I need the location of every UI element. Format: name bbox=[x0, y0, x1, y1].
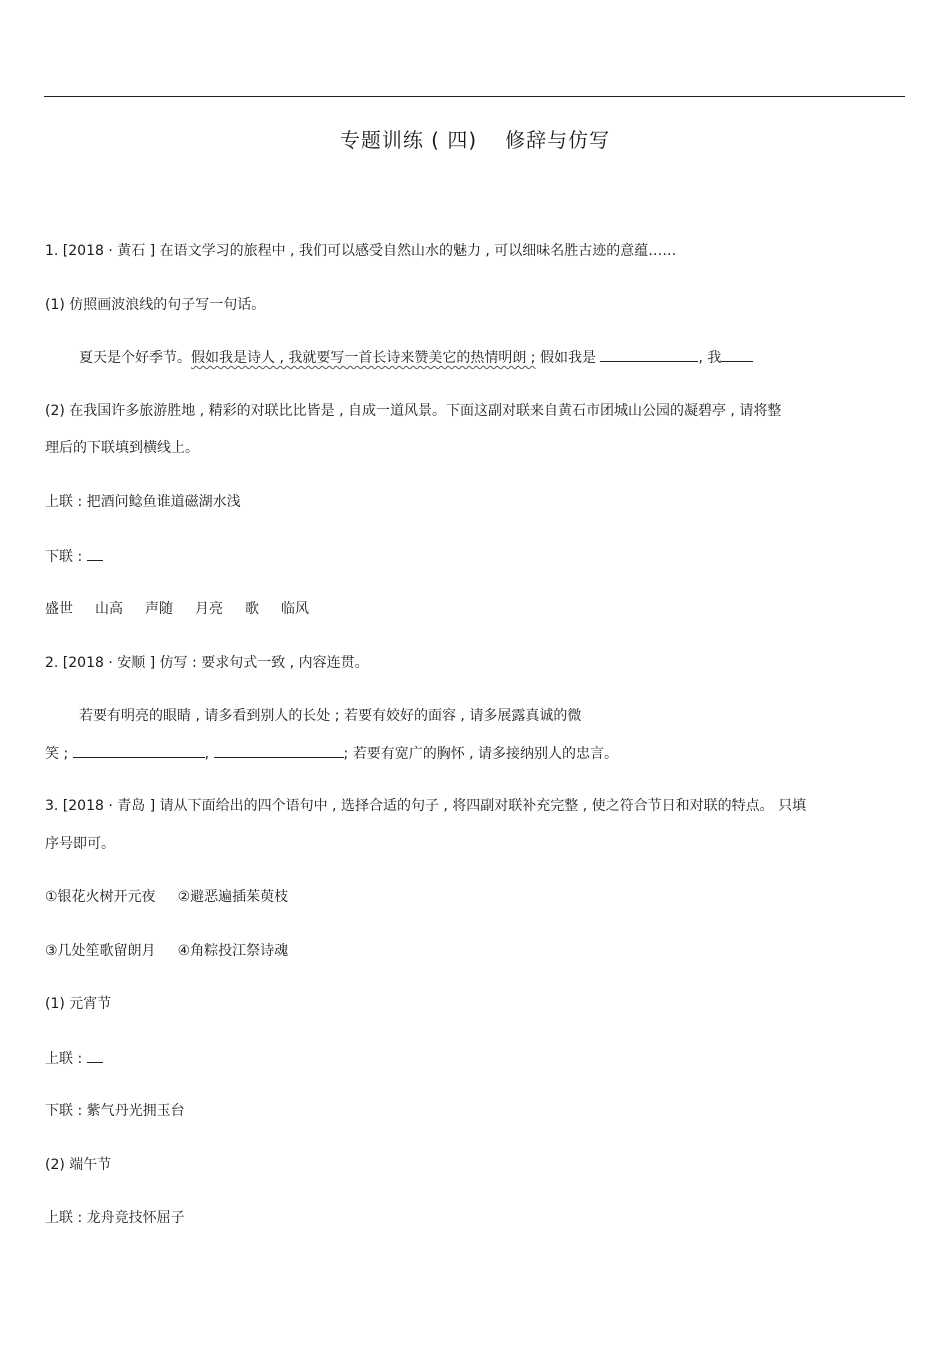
q2-blank-2[interactable] bbox=[214, 743, 344, 758]
q2-line1: 若要有明亮的眼睛 , 请多看到别人的长处 ; 若要有姣好的面容 , 请多展露真诚的微 bbox=[79, 708, 582, 724]
q1-part1-after: 假如我是 bbox=[535, 350, 596, 366]
q1-part1-prompt: (1) 仿照画波浪线的句子写一句话。 bbox=[45, 297, 266, 313]
q1-wavy-sentence: 假如我是诗人 , 我就要写一首长诗来赞美它的热情明朗 ; bbox=[191, 350, 536, 366]
q3-sub2-upper: 上联 : 龙舟竞技怀屈子 bbox=[45, 1210, 185, 1226]
q3-stem-line2: 序号即可。 bbox=[45, 836, 115, 852]
q1-blank-2[interactable] bbox=[721, 347, 753, 362]
q3-sub1-blank[interactable] bbox=[87, 1048, 103, 1063]
q1-part1-prefix: 夏天是个好季节。 bbox=[79, 350, 191, 366]
q2-line2-start: 笑 ; bbox=[45, 746, 69, 762]
q3-stem-line1: 3. [2018 · 青岛 ] 请从下面给出的四个语句中 , 选择合适的句子 , 将四副对联补充完整 , 使之符合节日和对联的特点。 只填 bbox=[45, 798, 807, 814]
q3-option: ②避恶遍插茱萸枝 bbox=[177, 889, 289, 905]
q1-word: 声随 bbox=[145, 601, 173, 617]
q1-part2-line1: (2) 在我国许多旅游胜地 , 精彩的对联比比皆是 , 自成一道风景。下面这副对联来自黄石市团城山公园的凝碧亭 , 请将整 bbox=[45, 403, 782, 419]
q3-sub1-lower: 下联 : 紫气丹光拥玉台 bbox=[45, 1103, 185, 1119]
q3-options-row1 bbox=[45, 887, 310, 907]
q3-option: ③几处笙歌留朗月 bbox=[45, 943, 156, 959]
q1-upper-couplet: 上联 : 把酒问鲶鱼谁道磁湖水浅 bbox=[45, 494, 241, 510]
q3-option: ④角粽投江祭诗魂 bbox=[177, 943, 289, 959]
q1-lower-couplet bbox=[45, 546, 103, 567]
q2-line2-comma: , bbox=[204, 746, 210, 762]
q2-blank-1[interactable] bbox=[73, 743, 205, 758]
q2-line2-end: ; 若要有宽广的胸怀 , 请多接纳别人的忠言。 bbox=[343, 746, 619, 762]
title-sub: 修辞与仿写 bbox=[505, 128, 611, 152]
q1-part1-sentence bbox=[79, 347, 753, 368]
q2-line2 bbox=[45, 743, 618, 764]
q1-part1-comma: , 我 bbox=[698, 350, 722, 366]
q1-part2-line2: 理后的下联填到横线上。 bbox=[45, 440, 199, 456]
q1-word: 盛世 bbox=[45, 601, 73, 617]
q1-lower-blank[interactable] bbox=[87, 546, 103, 561]
q3-option: ①银花火树开元夜 bbox=[45, 889, 156, 905]
q1-lower-label: 下联 : bbox=[45, 549, 83, 565]
q3-sub1-upper-label: 上联 : bbox=[45, 1051, 83, 1067]
title-main: 专题训练 ( 四) bbox=[339, 128, 478, 152]
header-rule bbox=[44, 96, 905, 97]
q3-sub2-title: (2) 端午节 bbox=[45, 1157, 112, 1173]
q1-word: 月亮 bbox=[195, 601, 223, 617]
q3-sub1-upper bbox=[45, 1048, 103, 1069]
q1-word: 歌 bbox=[245, 601, 259, 617]
q1-blank-1[interactable] bbox=[600, 347, 698, 362]
q2-stem: 2. [2018 · 安顺 ] 仿写 : 要求句式一致 , 内容连贯。 bbox=[45, 655, 369, 671]
q3-options-row2 bbox=[45, 941, 310, 961]
page-title bbox=[0, 124, 950, 153]
q3-sub1-title: (1) 元宵节 bbox=[45, 996, 112, 1012]
q1-word: 山高 bbox=[95, 601, 123, 617]
q1-word: 临风 bbox=[281, 601, 309, 617]
q1-word-list bbox=[45, 599, 331, 619]
q1-stem: 1. [2018 · 黄石 ] 在语文学习的旅程中 , 我们可以感受自然山水的魅力 , 可以细味名胜古迹的意蕴…… bbox=[45, 243, 677, 259]
